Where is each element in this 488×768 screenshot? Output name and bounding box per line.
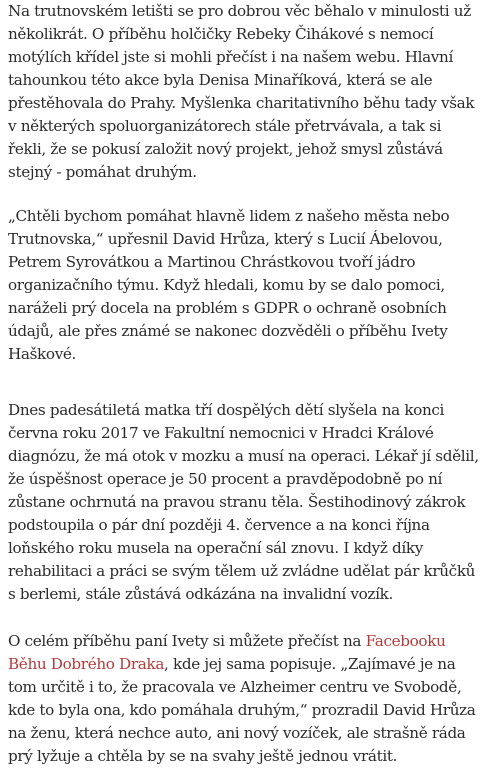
article-paragraph-2: „Chtěli bychom pomáhat hlavně lidem z našeho města nebo Trutnovska,“ upřesnil David Hrůza, který s Lucií Ábelovou, Petrem Syrovátkou a Martinou Chrástkovou tvoří jádro organizačního týmu. Když hledali, komu by se dalo pomoci, naráželi prý docela na problém s GDPR o ochraně osobních údajů, ale přes známé se nakonec dozvěděli o příběhu Ivety Haškové. xyxy=(8,207,450,363)
paragraph-spacer xyxy=(8,366,482,399)
paragraph-4-text-before: O celém příběhu paní Ivety si můžete přečíst na xyxy=(8,632,366,650)
paragraph-4-text-after: , kde jej sama popisuje. „Zajímavé je na tom určitě i to, že pracovala ve Alzheimer centru ve Svobodě, kde to byla ona, kdo pomáhala druhým,“ prozradil David Hrůza na ženu, která nechce auto, ani nový vozíček, ale strašně ráda prý lyžuje a chtěla by se na svahy ještě jednou vrátit. xyxy=(8,655,476,765)
article-paragraph-4 xyxy=(8,630,482,768)
paragraph-spacer xyxy=(8,606,482,630)
article-paragraph-3: Dnes padesátiletá matka tří dospělých dětí slyšela na konci června roku 2017 ve Fakultní nemocnici v Hradci Králové diagnózu, že má otok v mozku a musí na operaci. Lékař jí sdělil, že úspěšnost operace je 50 procent a pravděpodobně po ní zůstane ochrnutá na pravou stranu těla. Šestihodinový zákrok podstoupila o pár dní později 4. července a na konci října loňského roku musela na operační sál znovu. I když díky rehabilitaci a práci se svým tělem už zvládne udělat pár krůčků s berlemi, stále zůstává odkázána na invalidní vozík. xyxy=(8,401,479,603)
facebook-page-link[interactable]: Facebooku Běhu Dobrého Draka xyxy=(8,632,446,673)
article-paragraph-1: Na trutnovském letišti se pro dobrou věc běhalo v minulosti už několikrát. O příběhu holčičky Rebeky Čihákové s nemocí motýlích křídel jste si mohli přečíst i na našem webu. Hlavní tahounkou této akce byla Denisa Minaříková, která se ale přestěhovala do Prahy. Myšlenka charitativního běhu tady však v některých spoluorganizátorech stále přetrvávala, a tak si řekli, že se pokusí založit nový projekt, jehož smysl zůstává stejný - pomáhat druhým. xyxy=(8,2,475,181)
paragraph-spacer xyxy=(8,184,482,205)
